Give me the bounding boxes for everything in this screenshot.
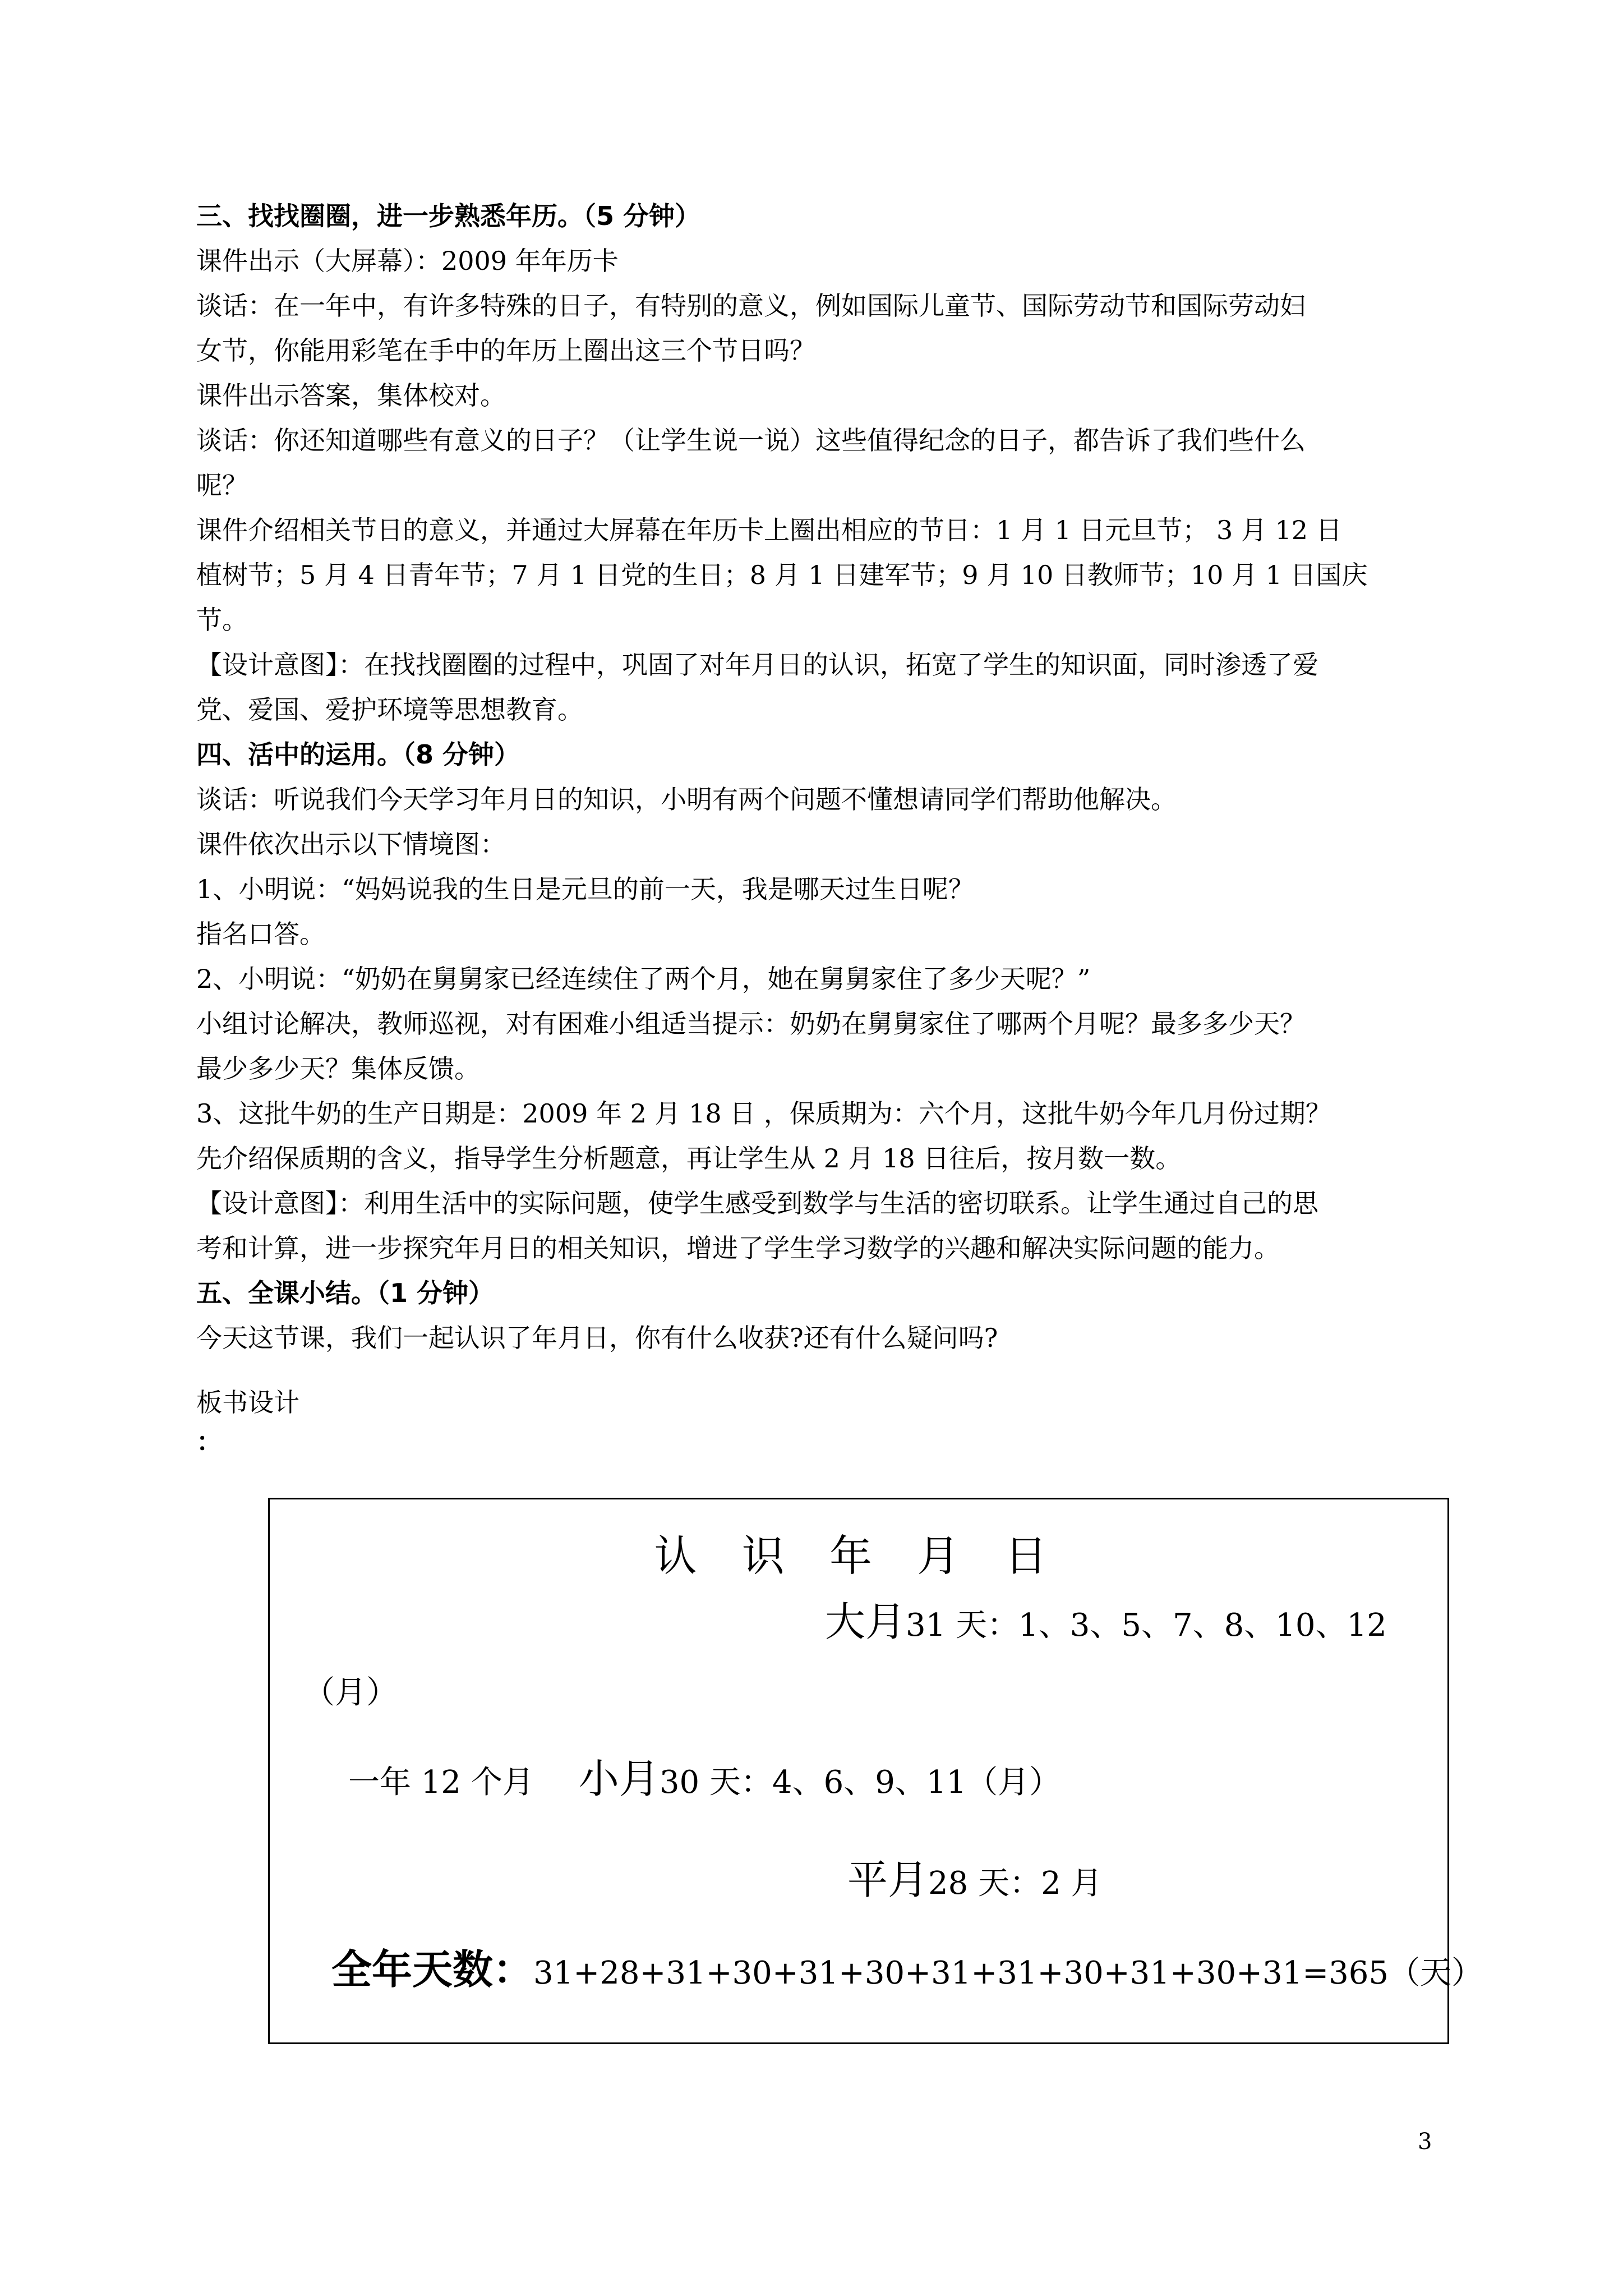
total-days-row [331,1937,1483,1995]
board-title: 认 识 年 月 日 [654,1531,1063,1581]
paragraph-line: 谈话：你还知道哪些有意义的日子？（让学生说一说）这些值得纪念的日子，都告诉了我们些什么 [196,425,1306,455]
paragraph-line: 节。 [196,605,248,635]
paragraph-line: 【设计意图】：利用生活中的实际问题，使学生感受到数学与生活的密切联系。让学生通过自己的思 [196,1188,1318,1218]
paragraph-line: 指名口答。 [196,919,325,949]
total-days-term: 全年天数： [331,1946,534,1993]
paragraph-line: 课件出示答案，集体校对。 [196,380,506,411]
big-month-detail: 31 天：1、3、5、7、8、10、12 [906,1607,1387,1644]
paragraph-line: 课件依次出示以下情境图： [196,829,506,859]
blackboard-design-box [268,1498,1483,2044]
page-number: 3 [1418,2129,1432,2155]
paragraph-line: 谈话：听说我们今天学习年月日的知识，小明有两个问题不懂想请同学们帮助他解决。 [196,784,1177,815]
board-design-colon: ： [196,1427,222,1457]
paragraph-line: 今天这节课，我们一起认识了年月日，你有什么收获?还有什么疑问吗? [196,1323,998,1353]
big-month-row [825,1589,1387,1648]
paragraph-line: 女节，你能用彩笔在手中的年历上圈出这三个节日吗？ [196,335,815,366]
paragraph-line: 党、爱国、爱护环境等思想教育。 [196,694,583,725]
flat-month-term: 平月 [847,1856,929,1903]
flat-month-row [847,1847,1103,1906]
small-month-term: 小月 [578,1755,660,1802]
flat-month-detail: 28 天：2 月 [928,1865,1103,1902]
small-month-row [348,1746,1061,1805]
total-days-detail: 31+28+31+30+31+30+31+31+30+31+30+31=365（天） [533,1955,1483,1991]
paragraph-line: 呢？ [196,470,248,500]
section-heading: 五、全课小结。（1 分钟） [196,1278,495,1308]
paragraph-line: 课件介绍相关节日的意义，并通过大屏幕在年历卡上圈出相应的节日：1 月 1 日元旦节； 3 月 12 日 [196,515,1342,545]
paragraph-line: 谈话：在一年中，有许多特殊的日子，有特别的意义，例如国际儿童节、国际劳动节和国际劳动妇 [196,291,1306,321]
board-design-label: 板书设计 [196,1387,299,1418]
paragraph-line: 考和计算，进一步探究年月日的相关知识，增进了学生学习数学的兴趣和解决实际问题的能力。 [196,1233,1280,1263]
section-heading: 三、找找圈圈，进一步熟悉年历。（5 分钟） [196,201,701,231]
lesson-body [196,194,1458,1360]
paragraph-line: 小组讨论解决，教师巡视，对有困难小组适当提示：奶奶在舅舅家住了哪两个月呢？最多多少天？ [196,1009,1306,1039]
paragraph-line: 先介绍保质期的含义，指导学生分析题意，再让学生从 2 月 18 日往后，按月数一数。 [196,1143,1182,1174]
section-heading: 四、活中的运用。（8 分钟） [196,739,520,770]
paragraph-line: 最少多少天？集体反馈。 [196,1053,480,1084]
paragraph-line: 植树节；5 月 4 日青年节；7 月 1 日党的生日；8 月 1 日建军节；9 月 10 日教师节；10 月 1 日国庆 [196,560,1368,590]
paragraph-line: 1、小明说：“妈妈说我的生日是元旦的前一天，我是哪天过生日呢？ [196,874,974,904]
year-months: 一年 12 个月 [348,1764,534,1801]
small-month-detail: 30 天：4、6、9、11（月） [659,1764,1061,1801]
paragraph-line: 3、这批牛奶的生产日期是：2009 年 2 月 18 日 ，保质期为：六个月，这批牛奶今年几月份过期？ [196,1098,1331,1129]
paragraph-line: 【设计意图】：在找找圈圈的过程中，巩固了对年月日的认识，拓宽了学生的知识面，同时渗透了爱 [196,650,1318,680]
paragraph-line: 2、小明说：“奶奶在舅舅家已经连续住了两个月，她在舅舅家住了多少天呢？” [196,964,1091,994]
big-month-unit: （月） [303,1674,398,1711]
paragraph-line: 课件出示（大屏幕）：2009 年年历卡 [196,246,619,276]
big-month-term: 大月 [825,1598,906,1645]
